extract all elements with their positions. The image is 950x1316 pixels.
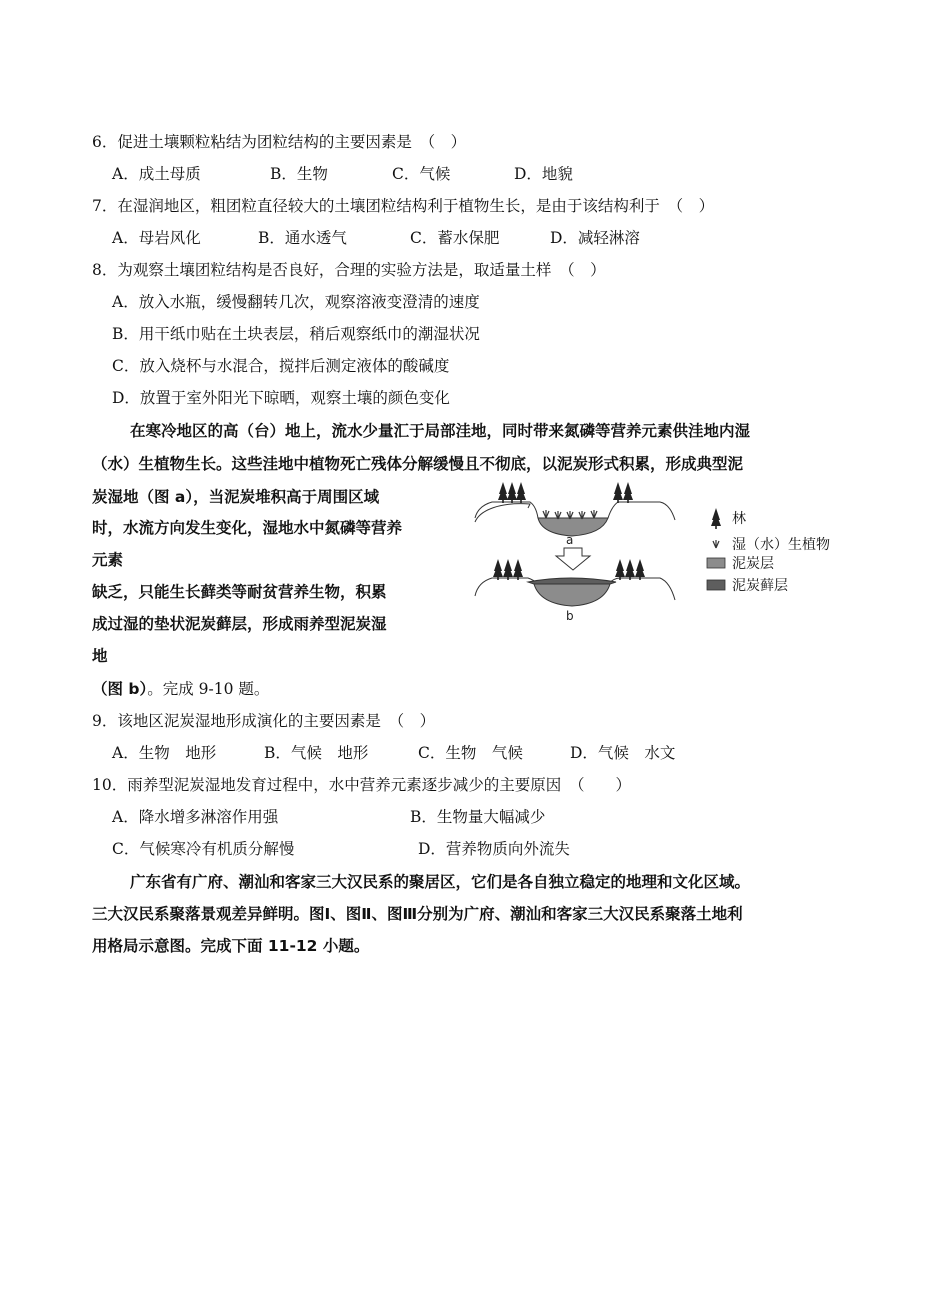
q6-option-d[interactable]: D．地貌 — [514, 165, 573, 183]
passage2-line2: 三大汉民系聚落景观差异鲜明。图Ⅰ、图Ⅱ、图Ⅲ分别为广府、潮汕和客家三大汉民系聚落土地利 — [92, 905, 743, 923]
peat-wetland-figure — [470, 478, 870, 628]
q10-option-c[interactable]: C．气候寒冷有机质分解慢 — [112, 840, 295, 858]
legend-peat-swatch — [707, 558, 725, 568]
q7-option-d[interactable]: D．减轻淋溶 — [550, 229, 640, 247]
question-6-stem: 6．促进土壤颗粒粘结为团粒结构的主要因素是 （ ） — [92, 133, 467, 151]
passage1-line2: （水）生植物生长。这些洼地中植物死亡残体分解缓慢且不彻底，以泥炭形式积累，形成典型泥 — [92, 455, 744, 473]
q8-option-a[interactable]: A．放入水瓶，缓慢翻转几次，观察溶液变澄清的速度 — [112, 293, 480, 311]
question-8-stem: 8．为观察土壤团粒结构是否良好，合理的实验方法是，取适量土样 （ ） — [92, 261, 606, 279]
legend-plant-icon — [713, 540, 719, 548]
label-a: a — [566, 533, 574, 547]
diagram-a — [475, 482, 675, 547]
question-10-stem: 10．雨养型泥炭湿地发育过程中，水中营养元素逐步减少的主要原因 （ ） — [92, 776, 631, 794]
q8-option-c[interactable]: C．放入烧杯与水混合，搅拌后测定液体的酸碱度 — [112, 357, 450, 375]
q10-option-b[interactable]: B．生物量大幅减少 — [410, 808, 546, 826]
down-arrow — [556, 548, 590, 570]
passage2-line3: 用格局示意图。完成下面 11-12 小题。 — [92, 937, 370, 955]
q8-option-b[interactable]: B．用干纸巾贴在土块表层，稍后观察纸巾的潮湿状况 — [112, 325, 480, 343]
passage1-fig-ref: （图 b） — [92, 680, 148, 698]
q9-option-c[interactable]: C．生物 气候 — [418, 744, 523, 762]
passage1-line9 — [92, 679, 269, 699]
legend-forest: 林 — [732, 511, 746, 527]
legend-peat-layer: 泥炭层 — [732, 556, 774, 572]
passage1-line1: 在寒冷地区的高（台）地上，流水少量汇于局部洼地，同时带来氮磷等营养元素供洼地内湿 — [130, 422, 751, 440]
legend-moss-layer: 泥炭藓层 — [732, 578, 788, 594]
trees-b-right — [615, 559, 645, 580]
legend-moss-swatch — [707, 580, 725, 590]
q7-option-b[interactable]: B．通水透气 — [258, 229, 347, 247]
passage1-line6: 缺乏，只能生长藓类等耐贫营养生物，积累 — [92, 583, 387, 601]
q10-option-d[interactable]: D．营养物质向外流失 — [418, 840, 570, 858]
q6-option-c[interactable]: C．气候 — [392, 165, 451, 183]
legend-wet-plants: 湿（水）生植物 — [732, 537, 830, 553]
passage1-line5: 元素 — [92, 551, 124, 569]
passage1-line3: 炭湿地（图 a），当泥炭堆积高于周围区域 — [92, 488, 380, 506]
q10-option-a[interactable]: A．降水增多淋溶作用强 — [112, 808, 279, 826]
trees-b-left — [493, 559, 523, 580]
passage1-line8: 地 — [92, 647, 108, 665]
passage1-line4: 时，水流方向发生变化，湿地水中氮磷等营养 — [92, 519, 403, 537]
q7-option-c[interactable]: C．蓄水保肥 — [410, 229, 500, 247]
passage2-line1: 广东省有广府、潮汕和客家三大汉民系的聚居区，它们是各自独立稳定的地理和文化区域。 — [130, 873, 751, 891]
q8-option-d[interactable]: D．放置于室外阳光下晾晒，观察土壤的颜色变化 — [112, 389, 450, 407]
trees-a-right — [613, 482, 633, 503]
passage1-instruction: 。完成 9-10 题。 — [147, 680, 270, 698]
question-7-stem: 7．在湿润地区，粗团粒直径较大的土壤团粒结构利于植物生长，是由于该结构利于 （ ） — [92, 197, 715, 215]
passage1-line7: 成过湿的垫状泥炭藓层，形成雨养型泥炭湿 — [92, 615, 387, 633]
q9-option-d[interactable]: D．气候 水文 — [570, 744, 676, 762]
q9-option-a[interactable]: A．生物 地形 — [112, 744, 217, 762]
q9-option-b[interactable]: B．气候 地形 — [264, 744, 369, 762]
question-9-stem: 9．该地区泥炭湿地形成演化的主要因素是 （ ） — [92, 712, 436, 730]
q6-option-b[interactable]: B．生物 — [270, 165, 328, 183]
legend-symbols — [707, 508, 725, 590]
q7-option-a[interactable]: A．母岩风化 — [112, 229, 201, 247]
legend-tree-icon — [711, 508, 721, 529]
trees-a-left — [498, 482, 526, 503]
q6-option-a[interactable]: A．成土母质 — [112, 165, 201, 183]
label-b: b — [566, 609, 574, 623]
